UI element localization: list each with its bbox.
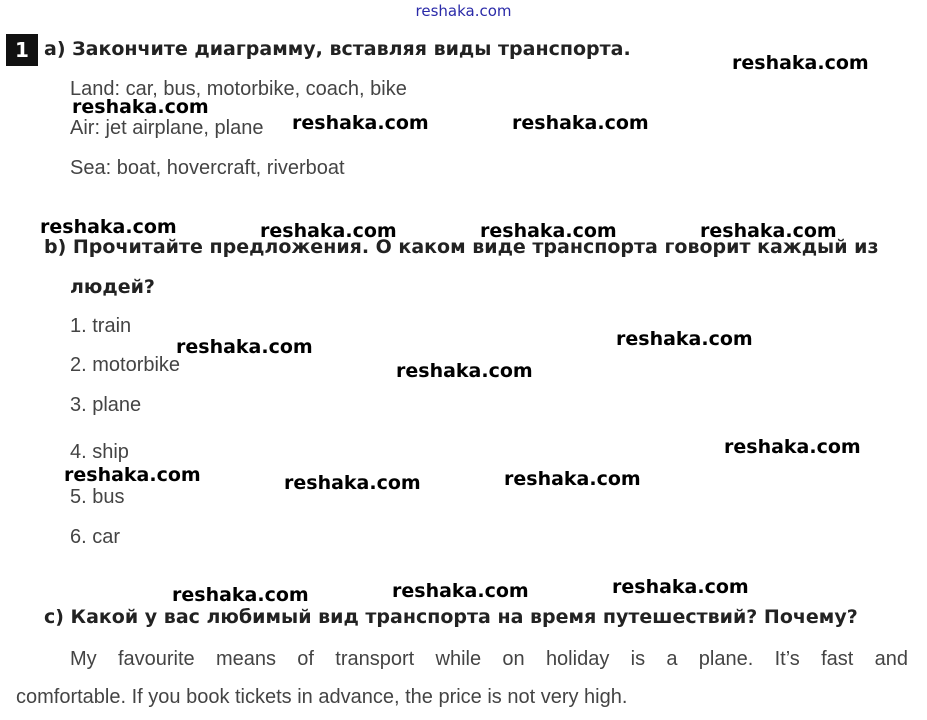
watermark: reshaka.com (176, 336, 313, 358)
part-a-item-air: Air: jet airplane, plane (70, 117, 264, 139)
part-c-answer-line2: comfortable. If you book tickets in advance, the price is not very high. (16, 686, 628, 708)
part-b-answer-6: 6. car (70, 526, 121, 548)
watermark: reshaka.com (612, 576, 749, 598)
watermark: reshaka.com (64, 464, 201, 486)
watermark: reshaka.com (72, 96, 209, 118)
exercise-number-badge: 1 (6, 34, 38, 66)
watermark: reshaka.com (260, 220, 397, 242)
watermark: reshaka.com (292, 112, 429, 134)
part-c-answer-line1: My favourite means of transport while on holiday is a plane. It’s fast and (70, 648, 908, 670)
site-watermark: reshaka.com (415, 2, 512, 20)
watermark: reshaka.com (40, 216, 177, 238)
part-c-answer (16, 640, 908, 716)
watermark: reshaka.com (700, 220, 837, 242)
part-b-answer-5: 5. bus (70, 486, 125, 508)
watermark: reshaka.com (724, 436, 861, 458)
part-c-heading: c) Какой у вас любимый вид транспорта на время путешествий? Почему? (44, 606, 858, 628)
watermark: reshaka.com (616, 328, 753, 350)
watermark: reshaka.com (396, 360, 533, 382)
part-a-item-land: Land: car, bus, motorbike, coach, bike (70, 78, 407, 100)
watermark: reshaka.com (512, 112, 649, 134)
watermark: reshaka.com (172, 584, 309, 606)
watermark: reshaka.com (732, 52, 869, 74)
part-b-answer-2: 2. motorbike (70, 354, 181, 376)
part-a-heading: a) Закончите диаграмму, вставляя виды транспорта. (44, 38, 631, 60)
watermark: reshaka.com (504, 468, 641, 490)
part-a-item-sea: Sea: boat, hovercraft, riverboat (70, 157, 345, 179)
part-b-heading-line1: b) Прочитайте предложения. О каком виде транспорта говорит каждый из (44, 236, 879, 258)
part-b-answer-4: 4. ship (70, 441, 129, 463)
part-b-heading-line2: людей? (70, 276, 155, 298)
watermark: reshaka.com (392, 580, 529, 602)
watermark: reshaka.com (284, 472, 421, 494)
part-b-answer-3: 3. plane (70, 394, 142, 416)
part-b-answer-1: 1. train (70, 315, 132, 337)
watermark: reshaka.com (480, 220, 617, 242)
